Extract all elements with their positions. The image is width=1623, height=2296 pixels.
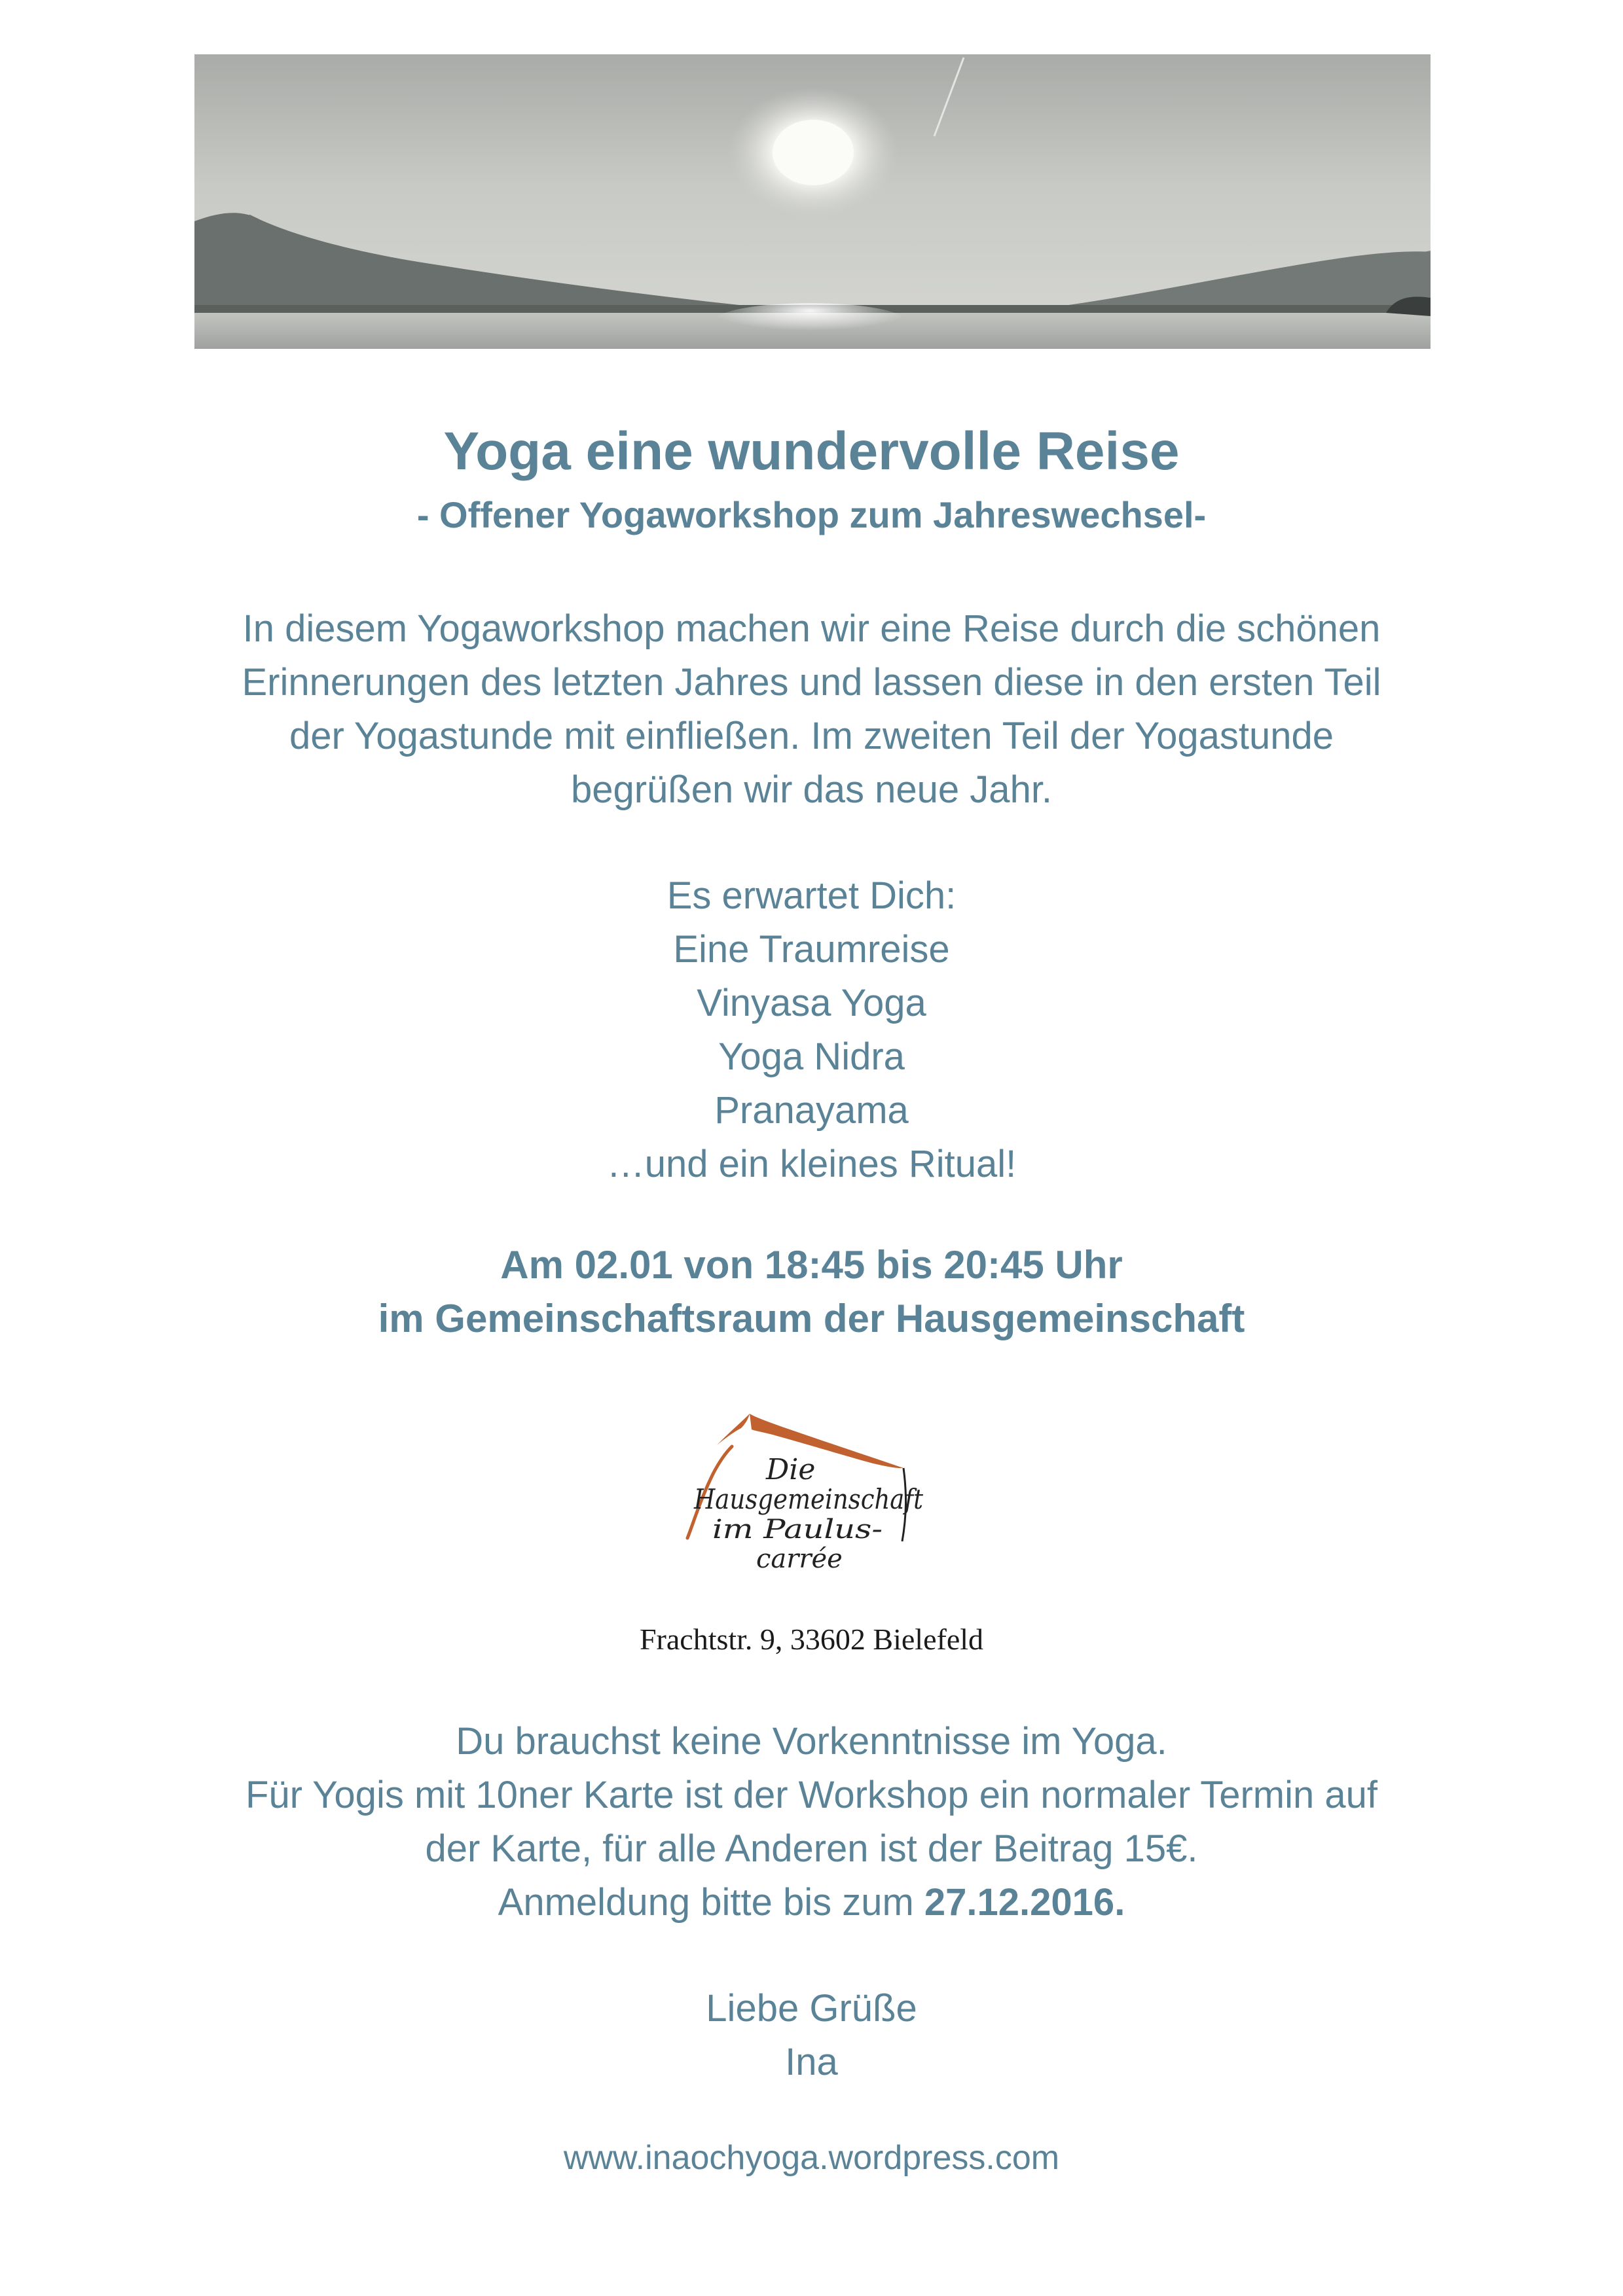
banner-photo bbox=[194, 54, 1431, 349]
offer-item: Vinyasa Yoga bbox=[697, 982, 926, 1024]
logo-text-die: Die bbox=[766, 1453, 816, 1486]
greeting-line: Liebe Grüße bbox=[706, 1987, 917, 2030]
info-line: der Karte, für alle Anderen ist der Beitrag 15€. bbox=[425, 1827, 1198, 1870]
website-link[interactable]: www.inaochyoga.wordpress.com bbox=[563, 2139, 1060, 2177]
signature: Ina bbox=[785, 2041, 838, 2083]
offer-item: …und ein kleines Ritual! bbox=[606, 1143, 1017, 1185]
info-line bbox=[0, 1876, 1623, 1929]
lake-sunset-image bbox=[194, 54, 1431, 349]
offer-item: Eine Traumreise bbox=[673, 928, 950, 971]
greeting bbox=[0, 1982, 1623, 2089]
offer-heading: Es erwartet Dich: bbox=[666, 874, 957, 917]
intro-line: Erinnerungen des letzten Jahres und lassen diese in den ersten Teil bbox=[242, 661, 1381, 704]
intro-line: der Yogastunde mit einfließen. Im zweiten Teil der Yogastunde bbox=[289, 715, 1334, 757]
offer-item: Pranayama bbox=[714, 1089, 909, 1132]
intro-paragraph bbox=[0, 602, 1623, 817]
page-subtitle: - Offener Yogaworkshop zum Jahreswechsel- bbox=[416, 494, 1207, 535]
page-title: Yoga eine wundervolle Reise bbox=[443, 422, 1180, 481]
hausgemeinschaft-logo bbox=[642, 1401, 982, 1590]
address: Frachtstr. 9, 33602 Bielefeld bbox=[639, 1623, 984, 1656]
event-details bbox=[0, 1238, 1623, 1346]
info-line: Du brauchst keine Vorkenntnisse im Yoga. bbox=[456, 1720, 1167, 1763]
logo-text-paulus: im Paulus- bbox=[712, 1515, 883, 1545]
event-date: Am 02.01 von 18:45 bis 20:45 Uhr bbox=[500, 1243, 1123, 1287]
info-paragraph bbox=[0, 1715, 1623, 1929]
registration-deadline: 27.12.2016. bbox=[924, 1881, 1125, 1924]
house-roof-logo-icon bbox=[642, 1401, 982, 1590]
event-place: im Gemeinschaftsraum der Hausgemeinschaft bbox=[378, 1297, 1245, 1340]
offer-list bbox=[0, 869, 1623, 1191]
intro-line: In diesem Yogaworkshop machen wir eine Reise durch die schönen bbox=[242, 607, 1381, 650]
intro-line: begrüßen wir das neue Jahr. bbox=[570, 768, 1053, 811]
logo-text-hausgemeinschaft: Hausgemeinschaft bbox=[693, 1483, 924, 1515]
offer-item: Yoga Nidra bbox=[718, 1035, 905, 1078]
registration-prefix: Anmeldung bitte bis zum bbox=[498, 1881, 924, 1924]
logo-text-carree: carrée bbox=[756, 1544, 843, 1574]
info-line: Für Yogis mit 10ner Karte ist der Workshop ein normaler Termin auf bbox=[246, 1774, 1377, 1816]
